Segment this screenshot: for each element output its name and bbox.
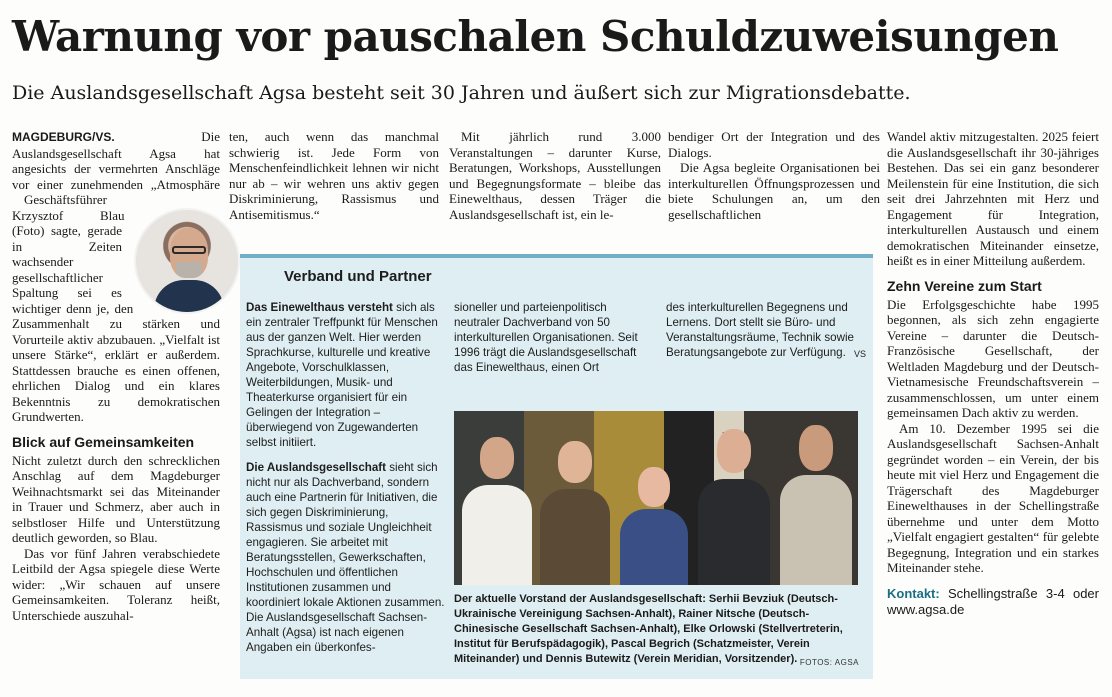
paragraph: Geschäftsführer Krzysztof Blau (Foto) sagte, gerade in Zeiten wachsender gesellschaftlicher Spaltung sei es wichtiger denn je, den Zusammenhalt zu stärken und Vorurteile aktiv abzubauen. „Vielfalt ist unsere Stärke“, erklärt er außerdem. Stattdessen brauche es einen offenen, ehrlichen Dialog und ein klares Bekenntnis zu demokratischen Grundwerten. [12,192,220,424]
dateline: MAGDEBURG/VS. [12,130,115,144]
paragraph: Mit jährlich rund 3.000 Veranstaltungen – darunter Kurse, Beratungen, Workshops, Ausstellungen und Begegnungsformate – bleibe das Einewelthaus, dessen Träger die Auslandsgesellschaft ist, ein le- [449,129,661,222]
board-photo [454,411,858,585]
section-heading: Zehn Vereine zum Start [887,277,1042,294]
paragraph: bendiger Ort der Integration und des Dialogs. [668,129,880,160]
person-2 [536,411,614,585]
box-paragraph: Das Einewelthaus versteht sich als ein zentraler Treffpunkt für Menschen aus der ganzen Welt. Hier werden Sprachkurse, kulturelle und kreative Angebote, Vorschulklassen, Weiterbildungen, Musik- und Theaterkurse organisiert für ein Gelingen der Integration – überwiegend von Zugewanderten selbst initiiert. [246,301,438,449]
paragraph: Die Erfolgsgeschichte habe 1995 begonnen, als sich zehn engagierte Vereine – darunter die Deutsch-Französische Gesellschaft, der Weltladen Magdeburg und der Deutsch-Vietnamesische Freundschaftsverein – zusammenschlossen, um unter einem gemeinsamen Dach aktiv zu werden. [887,296,1099,420]
box-paragraph: Die Auslandsgesellschaft sieht sich nicht nur als Dachverband, sondern auch eine Partnerin für Initiativen, die sich gegen Diskriminierung, Rassismus und soziale Ungleichheit engagieren. Sie arbeitet mit Beratungsstellen, Gewerkschaften, Hochschulen und öffentlichen Institutionen zusammen und koordiniert lokale Aktionen zusammen. Die Auslandsgesellschaft Sachsen-Anhalt (Agsa) ist nach eigenen Angaben ein überkonfes- [246,461,445,654]
contact-info [887,586,1099,618]
paragraph: Das vor fünf Jahren verabschiedete Leitbild der Agsa spiegele diese Werte wider: „Wir schauen auf unsere Gemeinsamkeiten. Toleranz heißt, Unterschiede auszuhal- [12,545,220,623]
paragraph: Nicht zuletzt durch den schrecklichen Anschlag auf dem Magdeburger Weihnachtsmarkt sei das Miteinander in Trauer und Schmerz, aber auch in selbstloser Hilfe und Unterstützung deutlich geworden, so Blau. [12,452,220,545]
person-1 [458,411,536,585]
article-column-5 [887,129,1099,689]
box-column-1 [246,300,446,665]
headline: Warnung vor pauschalen Schuldzuweisungen [12,12,1059,61]
paragraph: Wandel aktiv mitzugestalten. 2025 feiert die Auslandsgesellschaft ihr 30-jähriges Bestehen. Das sei ein ganz besonderer Meilenstein für eine Institution, die sich seit drei Jahrzehnten mit Herz und Engagement für Integration, interkulturellen Austausch und einem demokratischen Miteinander einsetze, heißt es in einer Mitteilung außerdem. [887,129,1099,268]
article-column-1-text [12,129,220,191]
section-heading: Blick auf Gemeinsamkeiten [12,433,195,450]
person-4 [694,411,774,585]
author-sign: VS [853,349,866,359]
box-column-3 [666,300,866,370]
person-3 [614,411,694,585]
box-column-2 [454,300,654,385]
box-paragraph: sioneller und parteienpolitisch neutraler Dachverband von 50 interkulturellen Organisationen. Seit 1996 trägt die Auslandsgesellschaft das Einewelthaus, einen Ort [454,301,638,374]
box-title: Verband und Partner [284,268,432,285]
paragraph: Die Agsa begleite Organisationen bei interkulturellen Öffnungsprozessen und biete Schulungen an, um den gesellschaftlichen [668,160,880,222]
photo-credit: FOTOS: AGSA [799,658,859,667]
article-column-2 [229,129,439,222]
info-box [240,254,873,679]
person-5 [776,411,856,585]
box-paragraph: des interkulturellen Begegnens und Lernens. Dort stellt sie Büro- und Veranstaltungsräume, Technik sowie Beratungsangebote zur Verfügung. VS [666,300,866,360]
contact-text: Schellingstraße 3-4 oder www.agsa.de [887,585,1099,617]
article-column-4 [668,129,880,222]
photo-caption: Der aktuelle Vorstand der Auslandsgesellschaft: Serhii Bevziuk (Deutsch-Ukrainische Vereinigung Sachsen-Anhalt), Rainer Nitsche (Deutsch-Chinesische Gesellschaft Sachsen-Anhalt), Elke Orlowski (Stellvertreterin, Institut für Berufspädagogik), Pascal Begrich (Schatzmeister, Verein Miteinander) und Dennis Butewitz (Verein Meridian, Vorsitzender). [454,593,843,665]
paragraph: ten, auch wenn das manchmal schwierig ist. Jede Form von Menschenfeindlichkeit lehnen wir nicht nur ab – wir wehren uns aktiv gegen Diskriminierung, Rassismus und Antisemitismus.“ [229,129,439,222]
contact-label: Kontakt: [887,585,940,601]
subheadline: Die Auslandsgesellschaft Agsa besteht seit 30 Jahren und äußert sich zur Migrationsdebatte. [12,82,911,104]
article-column-3 [449,129,661,222]
paragraph: MAGDEBURG/VS. Die Auslandsgesellschaft Agsa hat angesichts der vermehrten Anschläge vor einer zunehmenden „Atmosphäre [12,129,220,191]
paragraph: Am 10. Dezember 1995 sei die Auslandsgesellschaft Sachsen-Anhalt gegründet worden – ein Verein, der bis heute mit viel Herz und Engagement die Trägerschaft des Magdeburger Einewelthauses in der Schellingstraße übernehme und unter dem Motto „Vielfalt engagiert gestalten“ für gelebte Begegnung, Integration und ein starkes Miteinander stehe. [887,420,1099,575]
portrait-photo [134,208,240,314]
